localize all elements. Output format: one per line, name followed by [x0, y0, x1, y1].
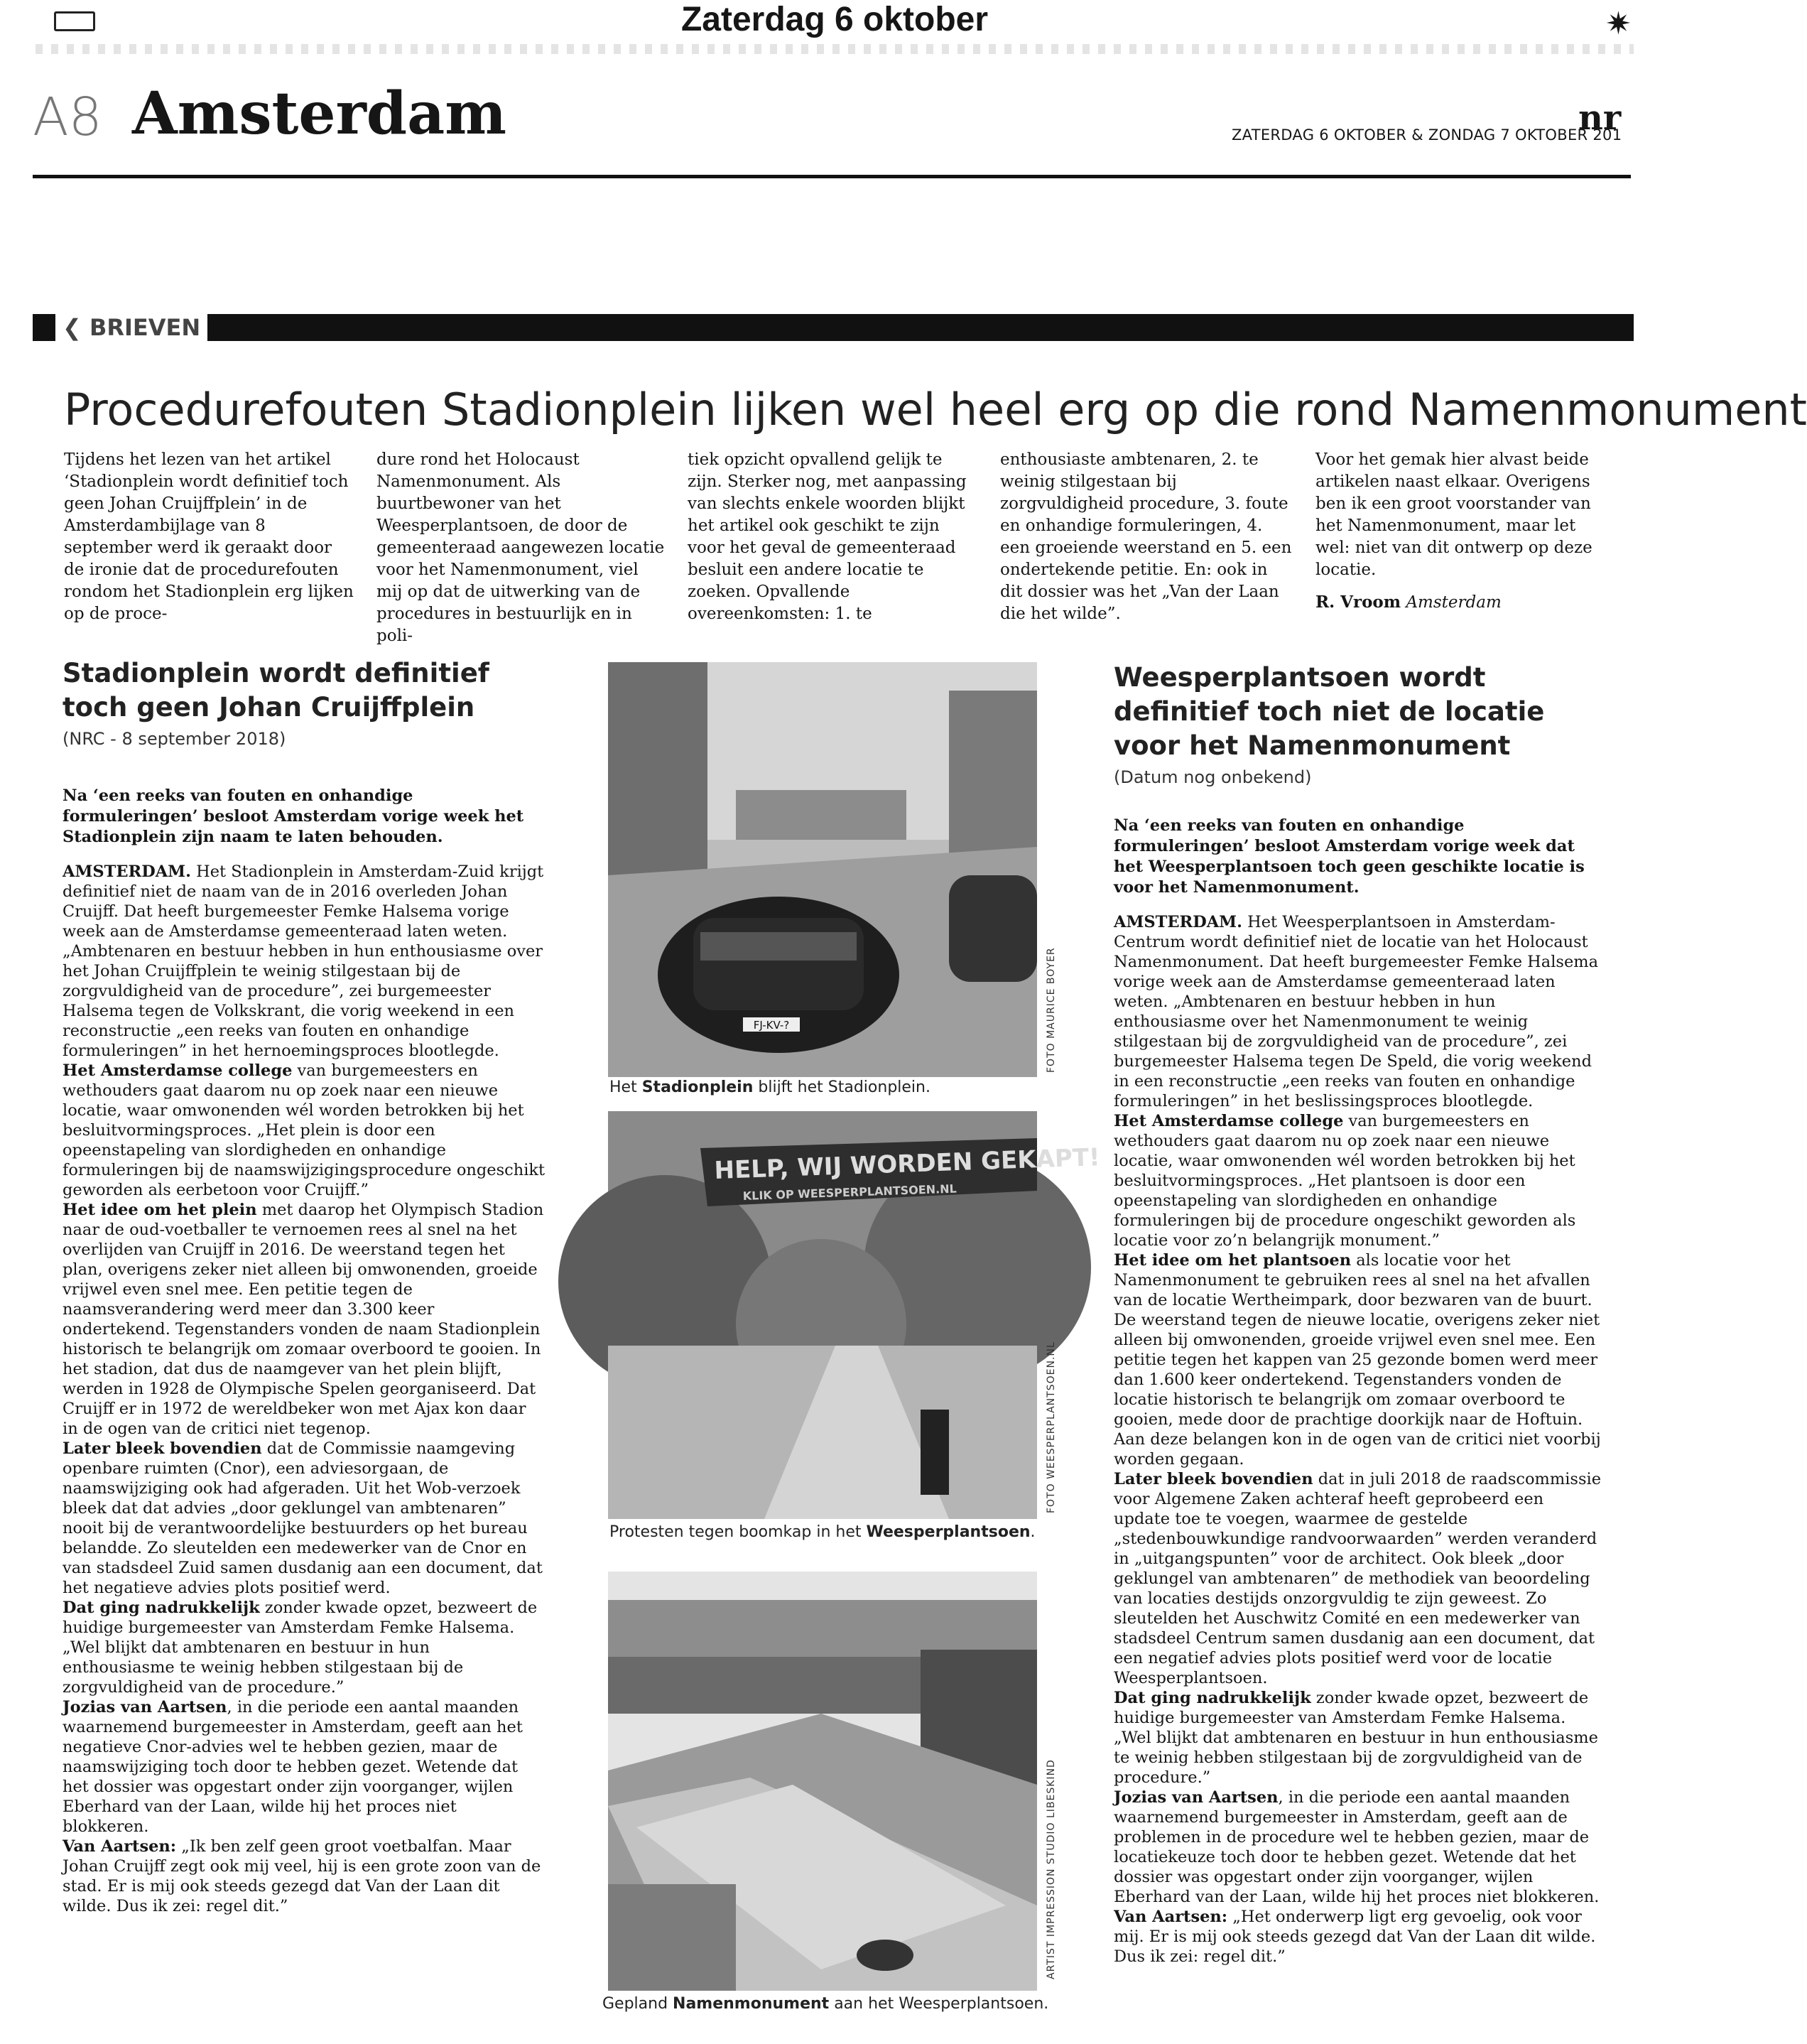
photo-caption: Protesten tegen boomkap in het Weesperplantsoen. [609, 1523, 1036, 1541]
header-rule [33, 175, 1631, 178]
letter-column: enthousiaste ambtenaren, 2. te weinig stilgestaan bij zorgvuldigheid procedure, 3. foute en onhandige formuleringen, 4. een groeiende weerstand en 5. een ondertekende petitie. En: ook in dit dossier was het „Van der Laan die het wilde”. [1000, 450, 1292, 623]
signature-name: R. Vroom [1315, 593, 1401, 612]
photo-credit: FOTO MAURICE BOYER [1046, 947, 1057, 1073]
section-title: Amsterdam [132, 80, 507, 148]
letter-column: Voor het gemak hier alvast beide artikelen naast elkaar. Overigens ben ik een groot voorstander van het Namenmonument, maar let wel: niet van dit ontwerp op deze locatie. R. Vroom Amsterdam [1315, 450, 1592, 612]
section-label: ❮ BRIEVEN [55, 311, 207, 344]
paragraph: Jozias van Aartsen, in die periode een aantal maanden waarnemend burgemeester in Amsterdam, geeft aan het negatieve Cnor-advies wel te hebben gezien, maar de naamswijziging toch door te hebben gezet. Wetende dat het dossier was opgestart onder zijn voorganger, wijlen Eberhard van der Laan, wilde hij het proces niet blokkeren. [63, 1698, 523, 1836]
article-right [1114, 661, 1602, 1967]
brand-logo: nr [1578, 98, 1622, 138]
paragraph: Het Amsterdamse college van burgemeesters en wethouders gaat daarom nu op zoek naar een nieuwe locatie, waar omwonenden wél worden betrokken bij het besluitvormingsproces. „Het plein is door een opeenstapeling van slordigheden en onhandige formuleringen bij de naamswijzigingsprocedure ongeschikt geworden als eerbetoon voor Cruijff.” [63, 1061, 546, 1199]
paragraph: AMSTERDAM. Het Weesperplantsoen in Amsterdam-Centrum wordt definitief niet de locatie van het Holocaust Namenmonument. Dat heeft burgemeester Femke Halsema vorige week aan de Amsterdamse gemeenteraad laten weten. „Ambtenaren en bestuur hebben in hun enthousiasme over het Namenmonument te weinig stilgestaan bij de zorgvuldigheid van de procedure”, zei burgemeester Halsema tegen De Speld, die vorig weekend in een reconstructie „een reeks van fouten en onhandige formuleringen” in het beslissingsproces blootlegde. [1114, 913, 1599, 1110]
letter-headline: Procedurefouten Stadionplein lijken wel heel erg op die rond Namenmonument [64, 384, 1807, 436]
photo-stadionplein [608, 662, 1037, 1077]
article-source: (NRC - 8 september 2018) [63, 729, 286, 749]
paragraph: Later bleek bovendien dat in juli 2018 de raadscommissie voor Algemene Zaken achteraf heeft geprobeerd een update toe te voegen, waarmee de gestelde „stedenbouwkundige randvoorwaarden” werden veranderd in „uitgangspunten” voor de architect. Ook bleek „door geklungel van ambtenaren” de methodiek van beoordeling van locaties destijds onzorgvuldig te zijn geweest. Zo sleutelden het Auschwitz Comité en een medewerker van stadsdeel Centrum samen dusdanig aan een document, dat een negatief advies plots positief werd voor de locatie Weesperplantsoen. [1114, 1470, 1602, 1687]
photo-credit: FOTO WEESPERPLANTSOEN.NL [1046, 1341, 1057, 1513]
signature-place: Amsterdam [1406, 593, 1502, 612]
paragraph: Dat ging nadrukkelijk zonder kwade opzet, bezweert de huidige burgemeester van Amsterdam Femke Halsema. „Wel blijkt dat ambtenaren en bestuur in hun enthousiasme te weinig hebben stilgestaan bij de zorgvuldigheid van de procedure.” [63, 1599, 538, 1697]
scan-noise [36, 44, 1634, 54]
article-body [63, 862, 546, 1916]
article-left [63, 656, 546, 1916]
article-body [1114, 912, 1602, 1967]
paragraph: Jozias van Aartsen, in die periode een aantal maanden waarnemend burgemeester in Amsterdam, geeft aan de problemen in de procedure wel te hebben gezien, maar de locatiekeuze toch door te hebben gezet. Wetende dat het dossier was opgestart onder zijn voorganger, wijlen Eberhard van der Laan, wilde hij het proces niet blokkeren. [1114, 1788, 1600, 1906]
paragraph: Het idee om het plantsoen als locatie voor het Namenmonument te gebruiken rees al snel na het afvallen van de locatie Wertheimpark, door bezwaren van de buurt. De weerstand tegen de nieuwe locatie, overigens zeker niet alleen bij omwonenden, groeide vrijwel even snel mee. Een petitie tegen het kappen van 25 gezonde bomen werd meer dan 1.600 keer ondertekend. Tegenstanders vonden de locatie historisch te belangrijk om zomaar overboord te gooien, mede door de prachtige doorkijk naar de Hoftuin. Aan deze belangen kon in de ogen van de critici niet voorbij worden gegaan. [1114, 1251, 1601, 1469]
article-source: (Datum nog onbekend) [1114, 767, 1312, 787]
paragraph: Dat ging nadrukkelijk zonder kwade opzet, bezweert de huidige burgemeester van Amsterdam Femke Halsema. „Wel blijkt dat ambtenaren en bestuur in hun enthousiasme te weinig hebben stilgestaan bij de zorgvuldigheid van de procedure.” [1114, 1689, 1598, 1787]
paragraph: AMSTERDAM. Het Stadionplein in Amsterdam-Zuid krijgt definitief niet de naam van de in 2016 overleden Johan Cruijff. Dat heeft burgemeester Femke Halsema vorige week aan de Amsterdamse gemeenteraad laten weten. „Ambtenaren en bestuur hebben in hun enthousiasme over het Johan Cruijffplein te weinig stilgestaan bij de zorgvuldigheid van de procedure”, zei burgemeester Halsema tegen de Volkskrant, die vorig weekend in een reconstructie „een reeks van fouten en onhandige formuleringen” in het hernoemingsproces blootlegde. [63, 863, 544, 1060]
paragraph: Het Amsterdamse college van burgemeesters en wethouders gaat daarom nu op zoek naar een nieuwe locatie, waar omwonenden wél worden betrokken bij het besluitvormingsproces. „Het plantsoen is door een opeenstapeling van slordigheden en onhandige formuleringen bij de procedure ongeschikt geworden als locatie voor zo’n belangrijk monument.” [1114, 1112, 1576, 1250]
paragraph: Later bleek bovendien dat de Commissie naamgeving openbare ruimten (Cnor), een adviesorgaan, de naamswijziging ook had afgeraden. Uit het Wob-verzoek bleek dat dat advies „door geklungel van ambtenaren” nooit bij de verantwoordelijke bestuurders op het bureau belandde. Zo sleutelden een medewerker van de Cnor en van stadsdeel Zuid samen dusdanig aan een document, dat het negatieve advies plots positief werd. [63, 1439, 543, 1597]
fold-date: Zaterdag 6 oktober [680, 1, 989, 38]
article-lead: Na ‘een reeks van fouten en onhandige formuleringen’ besloot Amsterdam vorige week dat het Weesperplantsoen toch geen geschikte locatie is voor het Namenmonument. [1114, 816, 1585, 897]
letter-column: Tijdens het lezen van het artikel ‘Stadionplein wordt definitief toch geen Johan Cruijffplein’ in de Amsterdambijlage van 8 september werd ik geraakt door de ironie dat de procedurefouten rondom het Stadionplein erg lijken op de proce- [64, 450, 354, 623]
paragraph: Het idee om het plein met daarop het Olympisch Stadion naar de oud-voetballer te vernoemen rees al snel na het overlijden van Cruijff in 2016. De weerstand tegen het plan, overigens zeker niet alleen bij omwonenden, groeide vrijwel even snel mee. Een petitie tegen de naamsverandering werd meer dan 3.300 keer ondertekend. Tegenstanders vonden de naam Stadionplein historisch te belangrijk om zomaar overboord te gooien. In het stadion, dat dus de naamgever van het plein blijft, werden in 1928 de Olympische Spelen georganiseerd. Dat Cruijff er in 1972 de wereldbeker won met Ajax kon daar in de ogen van de critici niet tegenop. [63, 1201, 544, 1438]
banner-subtext: KLIK OP WEESPERPLANTSOEN.NL [742, 1181, 957, 1203]
photo-namenmonument [608, 1572, 1037, 1991]
chevron-left-icon: ❮ [63, 314, 89, 341]
license-plate: FJ-KV-? [753, 1019, 790, 1032]
article-title: Weesperplantsoen wordt definitief toch niet de locatie voor het Namenmonument [1114, 662, 1545, 761]
paragraph: Van Aartsen: „Ik ben zelf geen groot voetbalfan. Maar Johan Cruijff zegt ook mij veel, hij is een grote zoon van de stad. Er is mij ook steeds gezegd dat Van der Laan dit wilde. Dus ik zei: regel dit.” [63, 1837, 541, 1915]
paragraph: Van Aartsen: „Het onderwerp ligt erg gevoelig, ook voor mij. Er is mij ook steeds gezegd dat Van der Laan dit wilde. Dus ik zei: regel dit.” [1114, 1908, 1596, 1966]
banner-text: HELP, WIJ WORDEN GEKAPT! [713, 1143, 1101, 1185]
star-icon: ✷ [1605, 6, 1632, 42]
header-date: ZATERDAG 6 OKTOBER & ZONDAG 7 OKTOBER 201 [1232, 126, 1622, 144]
letter-column: tiek opzicht opvallend gelijk te zijn. Sterker nog, met aanpassing van slechts enkele woorden blijkt het artikel ook geschikt te zijn voor het geval de gemeenteraad besluit een andere locatie te zoeken. Opvallende overeenkomsten: 1. te [688, 450, 967, 623]
photo-credit: ARTIST IMPRESSION STUDIO LIBESKIND [1046, 1759, 1057, 1979]
photo-caption: Het Stadionplein blijft het Stadionplein. [609, 1078, 930, 1096]
page-number: A8 [33, 87, 102, 148]
article-lead: Na ‘een reeks van fouten en onhandige formuleringen’ besloot Amsterdam vorige week het Stadionplein zijn naam te laten behouden. [63, 786, 524, 846]
top-strip [28, 0, 1641, 67]
section-bar [33, 314, 1634, 341]
article-title: Stadionplein wordt definitief toch geen Johan Cruijffplein [63, 658, 489, 723]
photo-caption: Gepland Namenmonument aan het Weesperplantsoen. [602, 1995, 1049, 2013]
letter-column: dure rond het Holocaust Namenmonument. Als buurtbewoner van het Weesperplantsoen, de door de gemeenteraad aangewezen locatie voor het Namenmonument, viel mij op dat de uitwerking van de procedures in bestuurlijk en in poli- [376, 450, 665, 645]
